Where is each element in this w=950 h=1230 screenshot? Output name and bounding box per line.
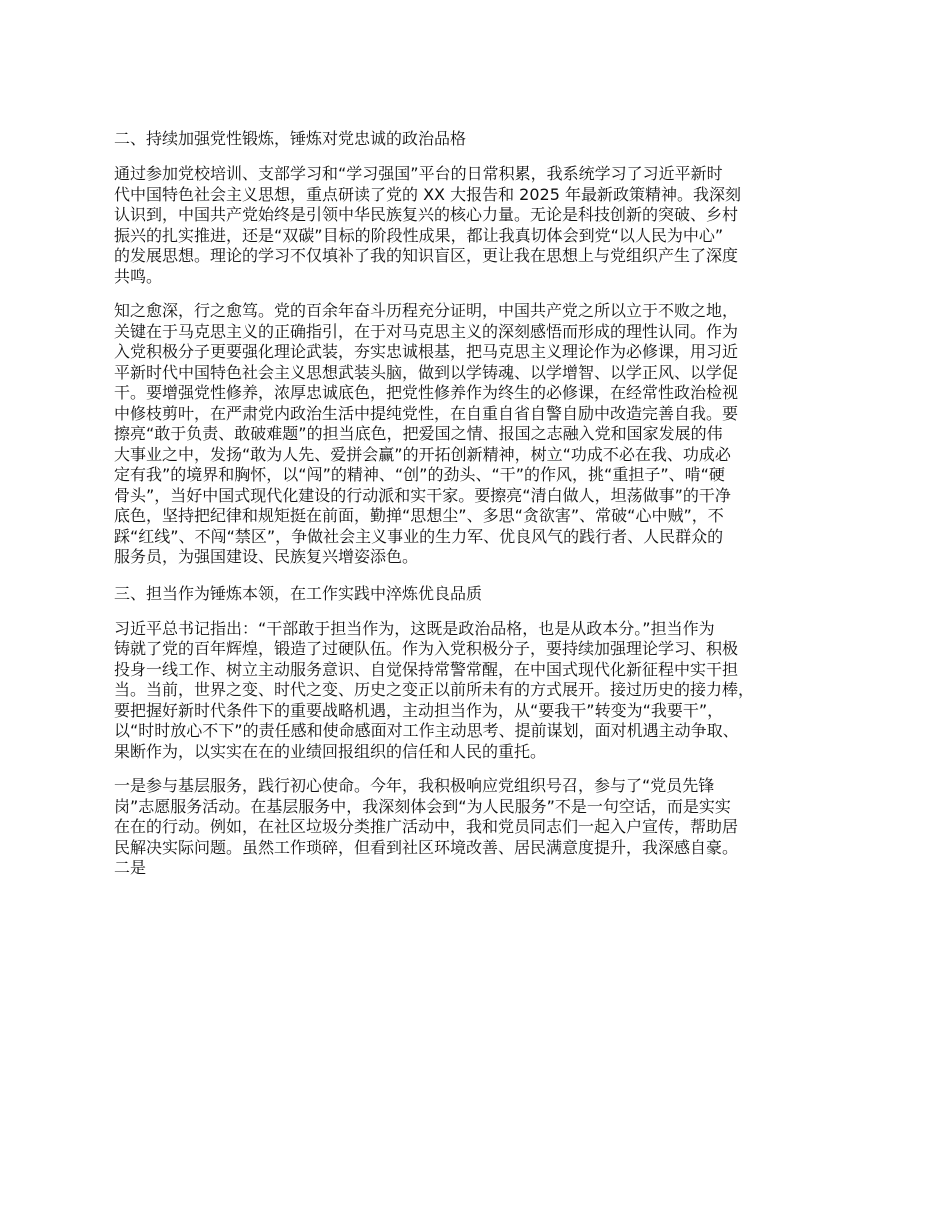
- paragraph-line: 代中国特色社会主义思想，重点研读了党的 XX 大报告和 2025 年最新政策精神。我深刻: [114, 184, 741, 204]
- paragraph-line: 通过参加党校培训、支部学习和“学习强国”平台的日常积累，我系统学习了习近平新时: [114, 164, 723, 183]
- paragraph-line: 踩“红线”、不闯“禁区”，争做社会主义事业的生力军、优良风气的践行者、人民群众的: [114, 526, 724, 546]
- paragraph: [114, 164, 859, 287]
- paragraph-line: 岗”志愿服务活动。在基层服务中，我深刻体会到“为人民服务”不是一句空话，而是实实: [114, 796, 731, 816]
- paragraph-line: 二是: [114, 858, 147, 877]
- paragraph-line: 投身一线工作、树立主动服务意识、自觉保持常警常醒，在中国式现代化新征程中实干担: [114, 659, 739, 679]
- paragraph-line: 关键在于马克思主义的正确指引，在于对马克思主义的深刻感悟而形成的理性认同。作为: [114, 321, 739, 341]
- paragraph-line: 干。要增强党性修养，浓厚忠诚底色，把党性修养作为终生的必修课，在经常性政治检视: [114, 383, 739, 402]
- paragraph-line: 在在的行动。例如，在社区垃圾分类推广活动中，我和党员同志们一起入户宣传，帮助居: [114, 817, 739, 836]
- section-heading: 三、担当作为锤炼本领，在工作实践中淬炼优良品质: [114, 583, 483, 603]
- paragraph: [114, 619, 859, 763]
- paragraph-line: 果断作为，以实实在在的业绩回报组织的信任和人民的重托。: [114, 741, 547, 761]
- paragraph-line: 底色，坚持把纪律和规矩挺在前面，勤掸“思想尘”、多思“贪欲害”、常破“心中贼”，不: [114, 506, 724, 525]
- paragraph-line: 一是参与基层服务，践行初心使命。今年，我积极响应党组织号召，参与了“党员先锋: [114, 776, 715, 795]
- paragraph-line: 知之愈深，行之愈笃。党的百余年奋斗历程充分证明，中国共产党之所以立于不败之地，: [114, 301, 739, 320]
- document-body: [114, 127, 859, 879]
- paragraph-line: 要把握好新时代条件下的重要战略机遇，主动担当作为，从“要我干”转变为“我要干”，: [114, 700, 724, 720]
- paragraph-line: 定有我”的境界和胸怀，以“闯”的精神、“创”的劲头、“干”的作风，挑“重担子”、啃“硬: [114, 465, 725, 484]
- paragraph-line: 铸就了党的百年辉煌，锻造了过硬队伍。作为入党积极分子，要持续加强理论学习、积极: [114, 639, 739, 658]
- paragraph-line: 民解决实际问题。虽然工作琐碎，但看到社区环境改善、居民满意度提升，我深感自豪。: [114, 837, 739, 857]
- paragraph-line: 认识到，中国共产党始终是引领中华民族复兴的核心力量。无论是科技创新的突破、乡村: [114, 205, 739, 224]
- paragraph-line: 共鸣。: [114, 266, 163, 286]
- paragraph-line: 骨头”，当好中国式现代化建设的行动派和实干家。要擦亮“清白做人，坦荡做事”的干净: [114, 485, 731, 505]
- paragraph-line: 入党积极分子更要强化理论武装，夯实忠诚根基，把马克思主义理论作为必修课，用习近: [114, 342, 739, 361]
- paragraph-line: 服务员，为强国建设、民族复兴增姿添色。: [114, 547, 419, 566]
- paragraph: [114, 301, 859, 568]
- section-heading: 二、持续加强党性锻炼，锤炼对党忠诚的政治品格: [114, 129, 467, 148]
- document-page: [114, 127, 859, 893]
- paragraph-line: 的发展思想。理论的学习不仅填补了我的知识盲区，更让我在思想上与党组织产生了深度: [114, 246, 739, 265]
- paragraph: [114, 776, 859, 879]
- paragraph-line: 擦亮“敢于负责、敢破难题”的担当底色，把爱国之情、报国之志融入党和国家发展的伟: [114, 424, 723, 443]
- paragraph-line: 当。当前，世界之变、时代之变、历史之变正以前所未有的方式展开。接过历史的接力棒，: [114, 680, 755, 699]
- paragraph-line: 中修枝剪叶，在严肃党内政治生活中提纯党性，在自重自省自警自励中改造完善自我。要: [114, 403, 739, 423]
- paragraph-line: 习近平总书记指出：“干部敢于担当作为，这既是政治品格，也是从政本分。”担当作为: [114, 618, 715, 638]
- paragraph-line: 以“时时放心不下”的责任感和使命感面对工作主动思考、提前谋划，面对机遇主动争取、: [114, 721, 739, 740]
- paragraph-line: 平新时代中国特色社会主义思想武装头脑，做到以学铸魂、以学增智、以学正风、以学促: [114, 362, 739, 382]
- paragraph-line: 大事业之中，发扬“敢为人先、爱拼会赢”的开拓创新精神，树立“功成不必在我、功成必: [114, 444, 731, 464]
- paragraph-line: 振兴的扎实推进，还是“双碳”目标的阶段性成果，都让我真切体会到党“以人民为中心”: [114, 225, 724, 245]
